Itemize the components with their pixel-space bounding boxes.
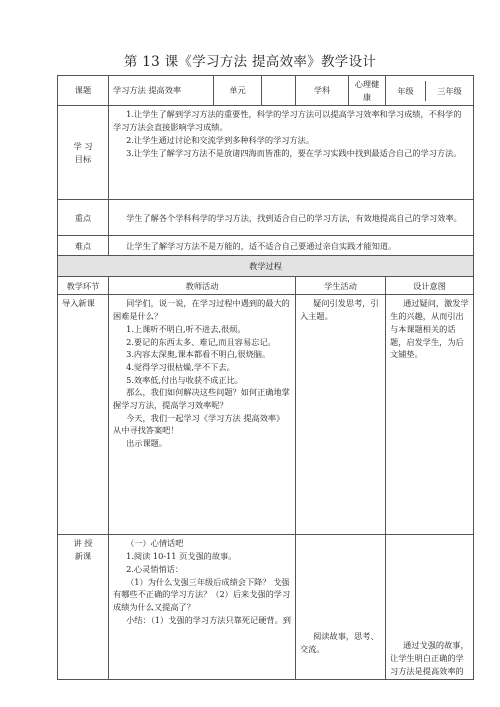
intent-text: 通过戈强的故事，让学生明白正确的学习方法是提高效率的 (390, 640, 469, 676)
goal-item: 1.让学生了解到学习方法的重要性，科学的学习方法可以提高学习效率和学习成绩，不科学的学习方法会直接影响学习成绩。 (113, 109, 462, 133)
col-intent-header: 设计意图 (386, 277, 474, 295)
goals-label: 学 习 目标 (58, 106, 109, 200)
unit-value (262, 76, 296, 106)
grade-cell (386, 76, 474, 106)
lecture-teacher (109, 535, 296, 680)
grade-value: 三年级 (437, 85, 462, 96)
intro-intent (386, 295, 474, 535)
lecture-stage: 讲 授 新课 (58, 535, 109, 680)
col-teacher-header: 教师活动 (109, 277, 296, 295)
intro-stage: 导入新课 (58, 295, 109, 535)
teacher-line: 2.要记的东西太多、难记,而且容易忘记。 (126, 336, 276, 347)
lecture-student (296, 535, 386, 680)
course-label: 课题 (58, 76, 109, 106)
teacher-line: 小结：（1）戈强的学习方法只靠死记硬背。到 (126, 614, 291, 625)
goal-item: 3.让学生了解学习方法不是放诸四海而皆准的，要在学习实践中找到最适合自己的学习方法。 (126, 147, 462, 158)
teacher-line: 1.上课听不明白,听不进去,很烦。 (126, 323, 246, 334)
difficulty-text: 让学生了解学习方法不是万能的，适不适合自己要通过亲自实践才能知道。 (126, 240, 397, 251)
teacher-line: 2.心灵悄悄话： (126, 563, 184, 574)
teacher-line: 3.内容太深奥,课本都看不明白,很烧脑。 (126, 349, 271, 360)
intro-student (296, 295, 386, 535)
goals-content (109, 106, 474, 200)
process-header: 教学过程 (58, 256, 474, 277)
teacher-line: 那么，我们如何解决这些问题？如何正确地掌握学习方法，提高学习效率呢？ (113, 387, 290, 411)
key-label: 重点 (58, 200, 109, 236)
subject-label: 学科 (296, 76, 349, 106)
teacher-line: 1.阅读 10-11 页戈强的故事。 (126, 551, 237, 562)
unit-label: 单元 (214, 76, 262, 106)
intent-text: 通过疑问，激发学生的兴趣，从而引出与本课题相关的话题，启发学生，为后文铺垫。 (390, 298, 469, 360)
student-text: 阅读故事，思考、交流。 (300, 631, 379, 654)
col-student-header: 学生活动 (296, 277, 386, 295)
goal-item: 2.让学生通过讨论和交流学到多种科学的学习方法。 (126, 134, 315, 145)
difficulty-label: 难点 (58, 236, 109, 256)
teacher-line: （一）心情话吧 (126, 538, 184, 549)
key-content (109, 200, 474, 236)
subject-value: 心理健康 (349, 76, 386, 106)
key-text: 学生了解各个学科科学的学习方法，找到适合自己的学习方法，有效地提高自己的学习效率。 (126, 212, 462, 223)
teacher-line: （1）为什么戈强三年级后成绩会下降？ 戈强有哪些不正确的学习方法？（2）后来戈强的学习成绩为什么又提高了？ (113, 576, 291, 612)
teacher-line: 4.觉得学习很枯燥,学不下去。 (126, 361, 235, 372)
page-title: 第 13 课《学习方法 提高效率》教学设计 (123, 54, 377, 70)
teacher-line: 5.效率低,付出与收获不成正比。 (126, 374, 243, 385)
lesson-plan-table (57, 75, 474, 680)
teacher-line: 出示课题。 (126, 438, 168, 449)
grade-label: 年级 (386, 81, 426, 101)
difficulty-content (109, 236, 474, 256)
teacher-line: 今天，我们一起学习《学习方法 提高效率》从中寻找答案吧！ (113, 412, 285, 436)
lecture-intent (386, 535, 474, 680)
teacher-line: 同学们，说一说，在学习过程中遇到的最大的困难是什么？ (113, 298, 290, 322)
col-stage-header: 教学环节 (58, 277, 109, 295)
course-value: 学习方法 提高效率 (109, 76, 214, 106)
student-text: 疑问引发思考，引入主题。 (300, 298, 379, 322)
intro-teacher (109, 295, 296, 535)
